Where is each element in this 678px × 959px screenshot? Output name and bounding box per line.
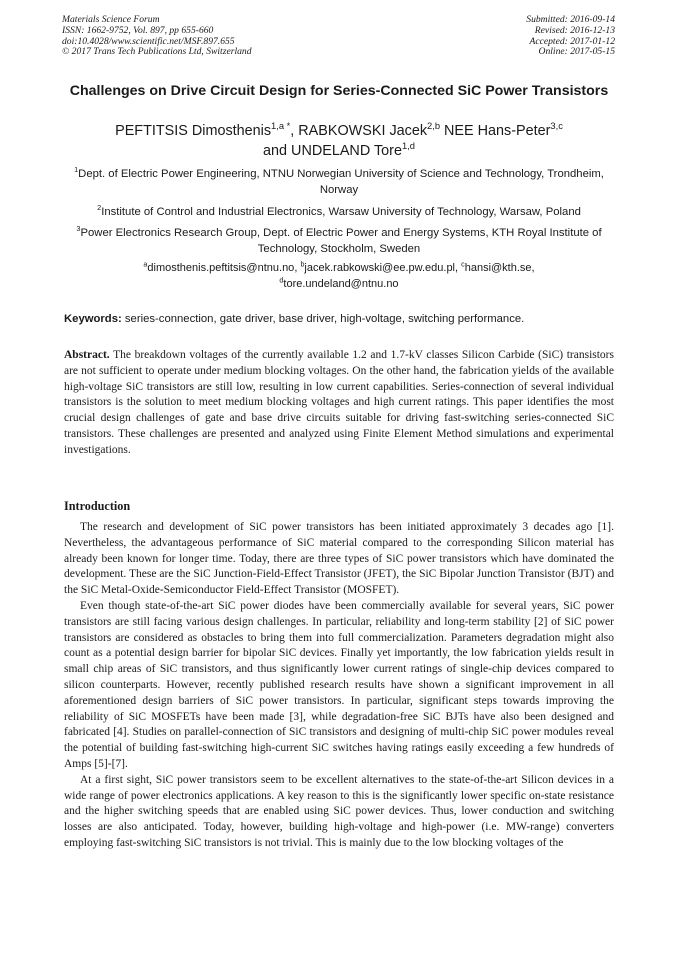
publication-dates (526, 15, 615, 58)
email: $^d$tore.undeland@ntnu.no (279, 276, 399, 290)
accepted-date: Accepted: 2017-01-12 (529, 35, 615, 47)
copyright: © 2017 Trans Tech Publications Ltd, Switzerland (62, 46, 252, 58)
online-date: Online: 2017-05-15 (538, 46, 615, 58)
keywords-label: Keywords: (64, 313, 122, 325)
submitted-date: Submitted: 2016-09-14 (526, 14, 615, 25)
paragraph: The research and development of SiC power transistors has been initiated approximately 3 decades ago [1]. Nevertheless, the advantageous performance of SiC material compared to the corresponding Silicon material has already been known for longer time. Today, there are three types of SiC power transistors which have dominated the development. These are the SiC Junction-Field-Effect Transistor (JFET), the SiC Bipolar Junction Transistor (BJT) and the SiC Metal-Oxide-Semiconductor Field-Effect Transistor (MOSFET). (64, 521, 614, 597)
email: $^a$dimosthenis.peftitsis@ntnu.no, (143, 260, 301, 274)
introduction-heading: Introduction (64, 499, 131, 513)
email: $^b$jacek.rabkowski@ee.pw.edu.pl, (300, 260, 462, 274)
paragraph: At a first sight, SiC power transistors seem to be excellent alternatives to the state-of-the-art Silicon devices in a wide range of power electronics applications. A key reason to this is the significantly lower specific on-state resistance and the higher switching speeds that are enabled using SiC power devices. Thus, lower conduction and switching losses are also anticipated. Today, however, building high-voltage and high-power (i.e. MW-range) converters employing fast-switching SiC transistors is not trivial. This is mainly due to the low blocking voltages of the (64, 773, 614, 849)
paragraph: Even though state-of-the-art SiC power diodes have been commercially available for several years, SiC power transistors are still facing various design challenges. In particular, reliability and long-term stability [2] of SiC power transistors are considered as obstacles to bring them into full commercialization. Parameters degradation might also count as a potential design barrier for bipolar SiC devices. Finally yet importantly, the low fabrication yields result in small chip areas of SiC transistors, and thus significantly lower current ratings of single-chip devices compared to silicon counterparts. However, recently published research results have shown a significant improvement in all aforementioned design barriers of SiC power transistors. In particular, significant steps towards improving the reliability of SiC MOSFETs have been made [3], while degradation-free SiC BJTs have also been designed and fabricated [4]. Studies on parallel-connection of SiC transistors and designing of multi-chip SiC power modules reveal the potential of building fast-switching high-current SiC switches having ratings easily exceeding a few hundreds of Amps [5]-[7]. (64, 599, 614, 770)
affiliation-1: $^1$Dept. of Electric Power Engineering, NTNU Norwegian University of Science and Technology, Trondheim, Norway (74, 165, 604, 196)
abstract (64, 348, 614, 459)
author: PEFTITSIS Dimosthenis$^{1,a *}$, (115, 121, 299, 139)
author: and UNDELAND Tore$^{1,d}$ (263, 141, 415, 159)
author: NEE Hans-Peter$^{3,c}$ (444, 121, 563, 139)
doi: doi:10.4028/www.scientific.net/MSF.897.655 (62, 35, 235, 47)
abstract-text: The breakdown voltages of the currently available 1.2 and 1.7-kV classes Silicon Carbide (SiC) transistors are not sufficient to operate under medium blocking voltages. On the other hand, the fabrication yields of the available high-voltage SiC transistors are still low, resulting in low current capabilities. Series-connection of several individual transistors is the solution to meet medium blocking voltages and high current ratings. This paper identifies the most crucial design challenges of gate and base drive circuits suitable for driving fast-switching series-connected SiC transistors. These challenges are presented and analyzed using Finite Element Method simulations and experimental investigations. (64, 349, 614, 456)
affiliation-3: $^3$Power Electronics Research Group, Dept. of Electric Power and Energy Systems, KTH Royal Institute of Technology, Stockholm, Sweden (76, 224, 602, 255)
abstract-label: Abstract. (64, 349, 110, 361)
affiliation-2: $^2$Institute of Control and Industrial Electronics, Warsaw University of Technology, Warsaw, Poland (97, 203, 581, 218)
introduction-body (64, 520, 614, 852)
revised-date: Revised: 2016-12-13 (534, 24, 615, 36)
author-list (64, 121, 614, 161)
paper-title: Challenges on Drive Circuit Design for Series-Connected SiC Power Transistors (69, 83, 609, 99)
keywords-text: series-connection, gate driver, base driver, high-voltage, switching performance. (124, 313, 525, 325)
issn: ISSN: 1662-9752, Vol. 897, pp 655-660 (62, 24, 214, 36)
journal-name: Materials Science Forum (62, 14, 160, 25)
journal-info (62, 15, 252, 58)
keywords (64, 312, 624, 327)
author-emails (64, 260, 614, 292)
email: $^c$hansi@kth.se, (461, 260, 535, 274)
author: RABKOWSKI Jacek$^{2,b}$ (298, 121, 441, 139)
